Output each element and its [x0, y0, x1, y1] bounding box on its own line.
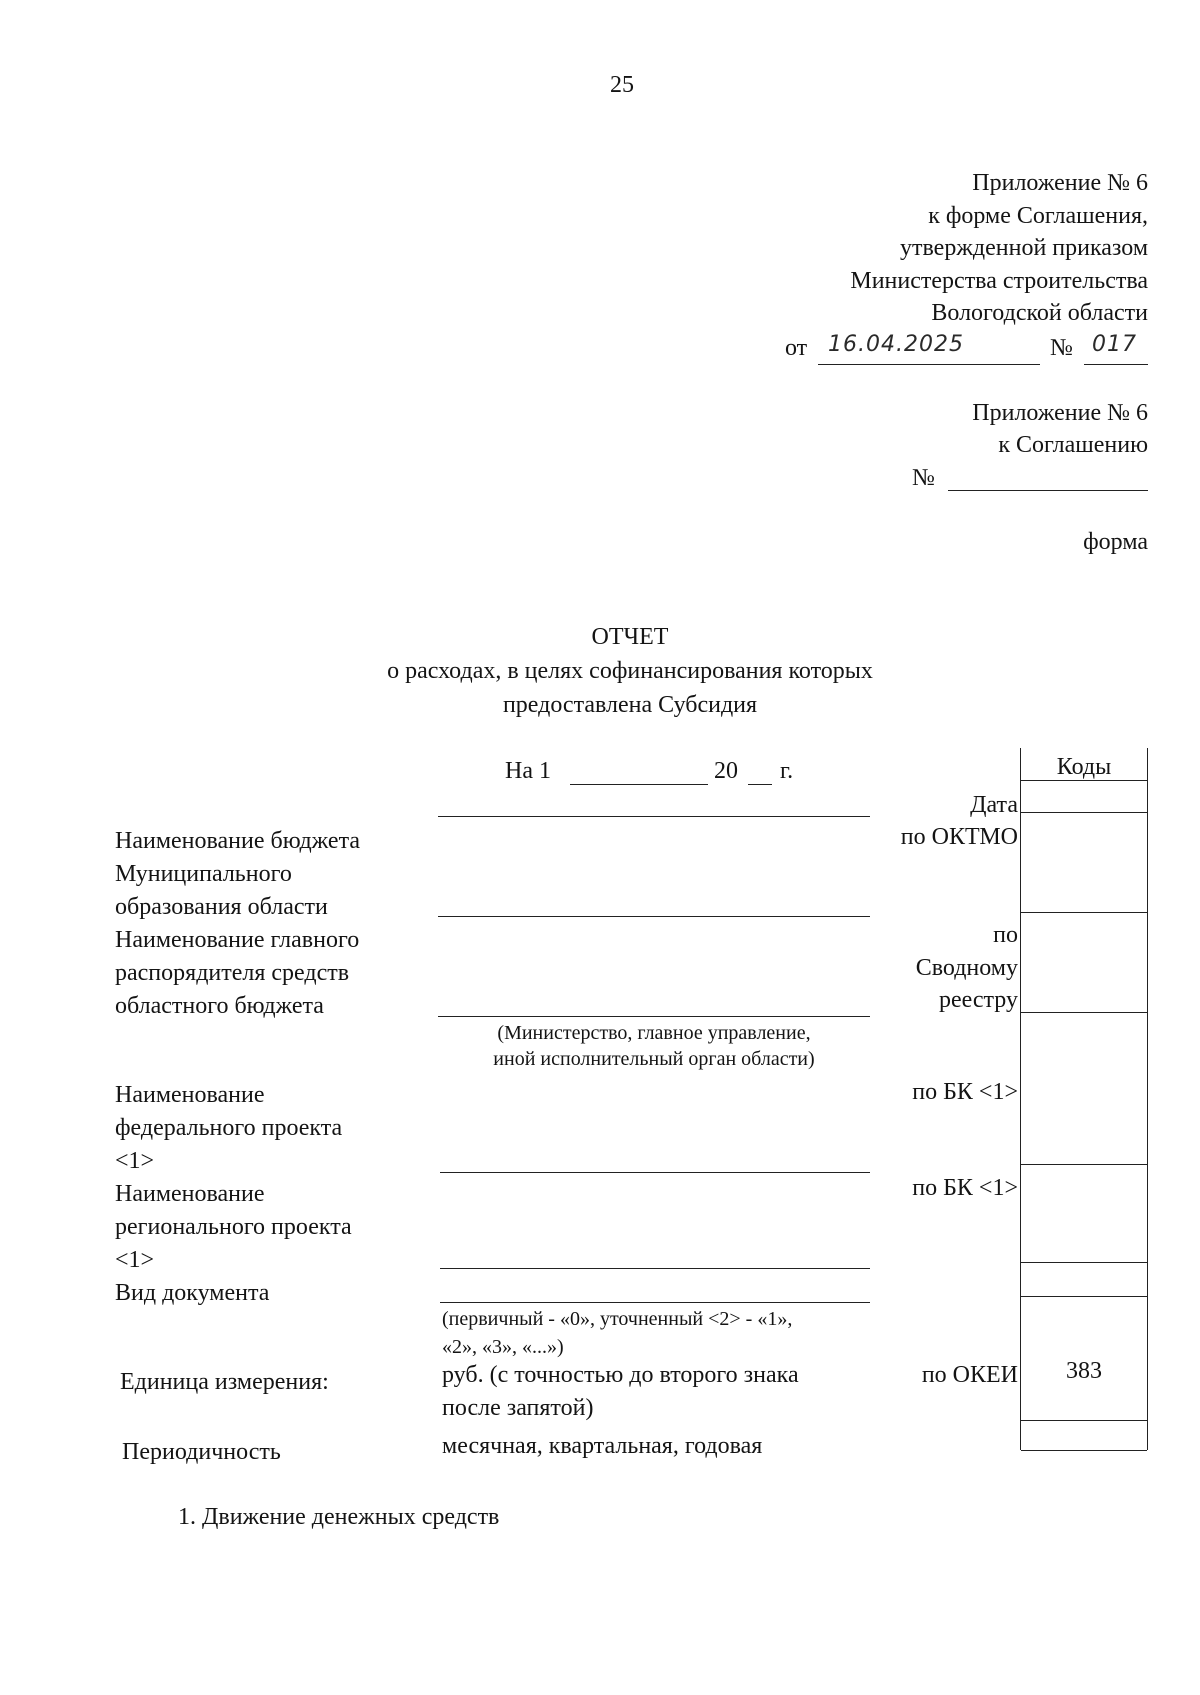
report-date-year-blank — [748, 784, 772, 785]
label-periodicity: Периодичность — [122, 1439, 281, 1465]
appendix-form-line4: Министерства строительства — [850, 268, 1148, 294]
appendix-agreement-line2: к Соглашению — [998, 432, 1148, 458]
appendix-form-line1: Приложение № 6 — [972, 170, 1148, 196]
appendix-agreement-line1: Приложение № 6 — [972, 400, 1148, 426]
agreement-number-prefix: № — [912, 465, 935, 491]
order-date-field — [818, 332, 1040, 365]
label-federal-project-line2: федерального проекта — [115, 1115, 343, 1141]
codes-divider — [1021, 812, 1147, 813]
agreement-number-blank — [948, 490, 1148, 491]
note-ministry-line1: (Министерство, главное управление, — [497, 1022, 811, 1044]
label-budget-line1: Наименование бюджета — [115, 828, 361, 854]
label-date: Дата — [970, 792, 1018, 818]
report-date-suffix: г. — [780, 758, 794, 784]
value-periodicity: месячная, квартальная, годовая — [442, 1433, 763, 1459]
codes-divider — [1021, 1420, 1147, 1421]
line-chief-manager — [438, 1016, 870, 1017]
codes-divider — [1021, 1012, 1147, 1013]
label-oktmo: по ОКТМО — [900, 824, 1018, 850]
okei-code: 383 — [1066, 1358, 1102, 1384]
page-number: 25 — [610, 72, 634, 98]
note-doc-type-line1: (первичный - «0», уточненный <2> - «1», — [442, 1308, 793, 1330]
form-label: форма — [1083, 529, 1148, 555]
label-bk-regional: по БК <1> — [912, 1175, 1018, 1201]
label-chief-manager-line2: распорядителя средств — [115, 960, 350, 986]
line-date — [438, 816, 870, 817]
section-heading: 1. Движение денежных средств — [178, 1504, 500, 1530]
label-regional-project-line3: <1> — [115, 1247, 155, 1273]
report-date-month-blank — [570, 784, 708, 785]
label-chief-manager-line1: Наименование главного — [115, 927, 360, 953]
line-federal-project — [440, 1172, 870, 1173]
label-doc-type: Вид документа — [115, 1280, 270, 1306]
order-date-handwritten: 16.04.2025 — [828, 332, 964, 357]
label-budget-line3: образования области — [115, 894, 328, 920]
report-subtitle-line1: о расходах, в целях софинансирования которых — [387, 658, 873, 684]
report-title: ОТЧЕТ — [591, 624, 669, 650]
report-subtitle-line2: предоставлена Субсидия — [502, 692, 758, 718]
label-chief-manager-line3: областного бюджета — [115, 993, 324, 1019]
appendix-form-line5: Вологодской области — [931, 300, 1148, 326]
value-unit-line2: после запятой) — [442, 1395, 594, 1421]
codes-table — [1020, 748, 1148, 1450]
report-date-year: 20 — [714, 758, 738, 784]
label-regional-project-line1: Наименование — [115, 1181, 265, 1207]
order-number-field — [1084, 332, 1148, 365]
codes-divider — [1021, 1450, 1147, 1451]
order-number-prefix: № — [1050, 335, 1073, 361]
label-budget-line2: Муниципального — [115, 861, 292, 887]
label-okei: по ОКЕИ — [921, 1362, 1018, 1388]
appendix-form-line2: к форме Соглашения, — [928, 203, 1148, 229]
note-ministry-line2: иной исполнительный орган области) — [493, 1048, 815, 1070]
label-bk-federal: по БК <1> — [912, 1079, 1018, 1105]
codes-divider — [1021, 780, 1147, 781]
codes-divider — [1021, 912, 1147, 913]
line-doc-type — [440, 1302, 870, 1303]
label-unit: Единица измерения: — [120, 1369, 329, 1395]
label-federal-project-line1: Наименование — [115, 1082, 265, 1108]
label-regional-project-line2: регионального проекта — [115, 1214, 352, 1240]
order-date-prefix: от — [785, 335, 808, 361]
label-register-line1: по — [993, 922, 1018, 948]
label-federal-project-line3: <1> — [115, 1148, 155, 1174]
codes-divider — [1021, 1164, 1147, 1165]
codes-divider — [1021, 1296, 1147, 1297]
note-doc-type-line2: «2», «3», «...») — [442, 1336, 564, 1358]
line-budget — [438, 916, 870, 917]
label-register-line2: Сводному — [915, 955, 1018, 981]
codes-divider — [1021, 1262, 1147, 1263]
report-date-prefix: На 1 — [505, 758, 551, 784]
label-register-line3: реестру — [938, 987, 1018, 1013]
line-regional-project — [440, 1268, 870, 1269]
appendix-form-line3: утвержденной приказом — [899, 235, 1148, 261]
codes-header: Коды — [1056, 754, 1112, 780]
order-number-handwritten: 017 — [1092, 332, 1137, 357]
value-unit-line1: руб. (с точностью до второго знака — [442, 1362, 799, 1388]
